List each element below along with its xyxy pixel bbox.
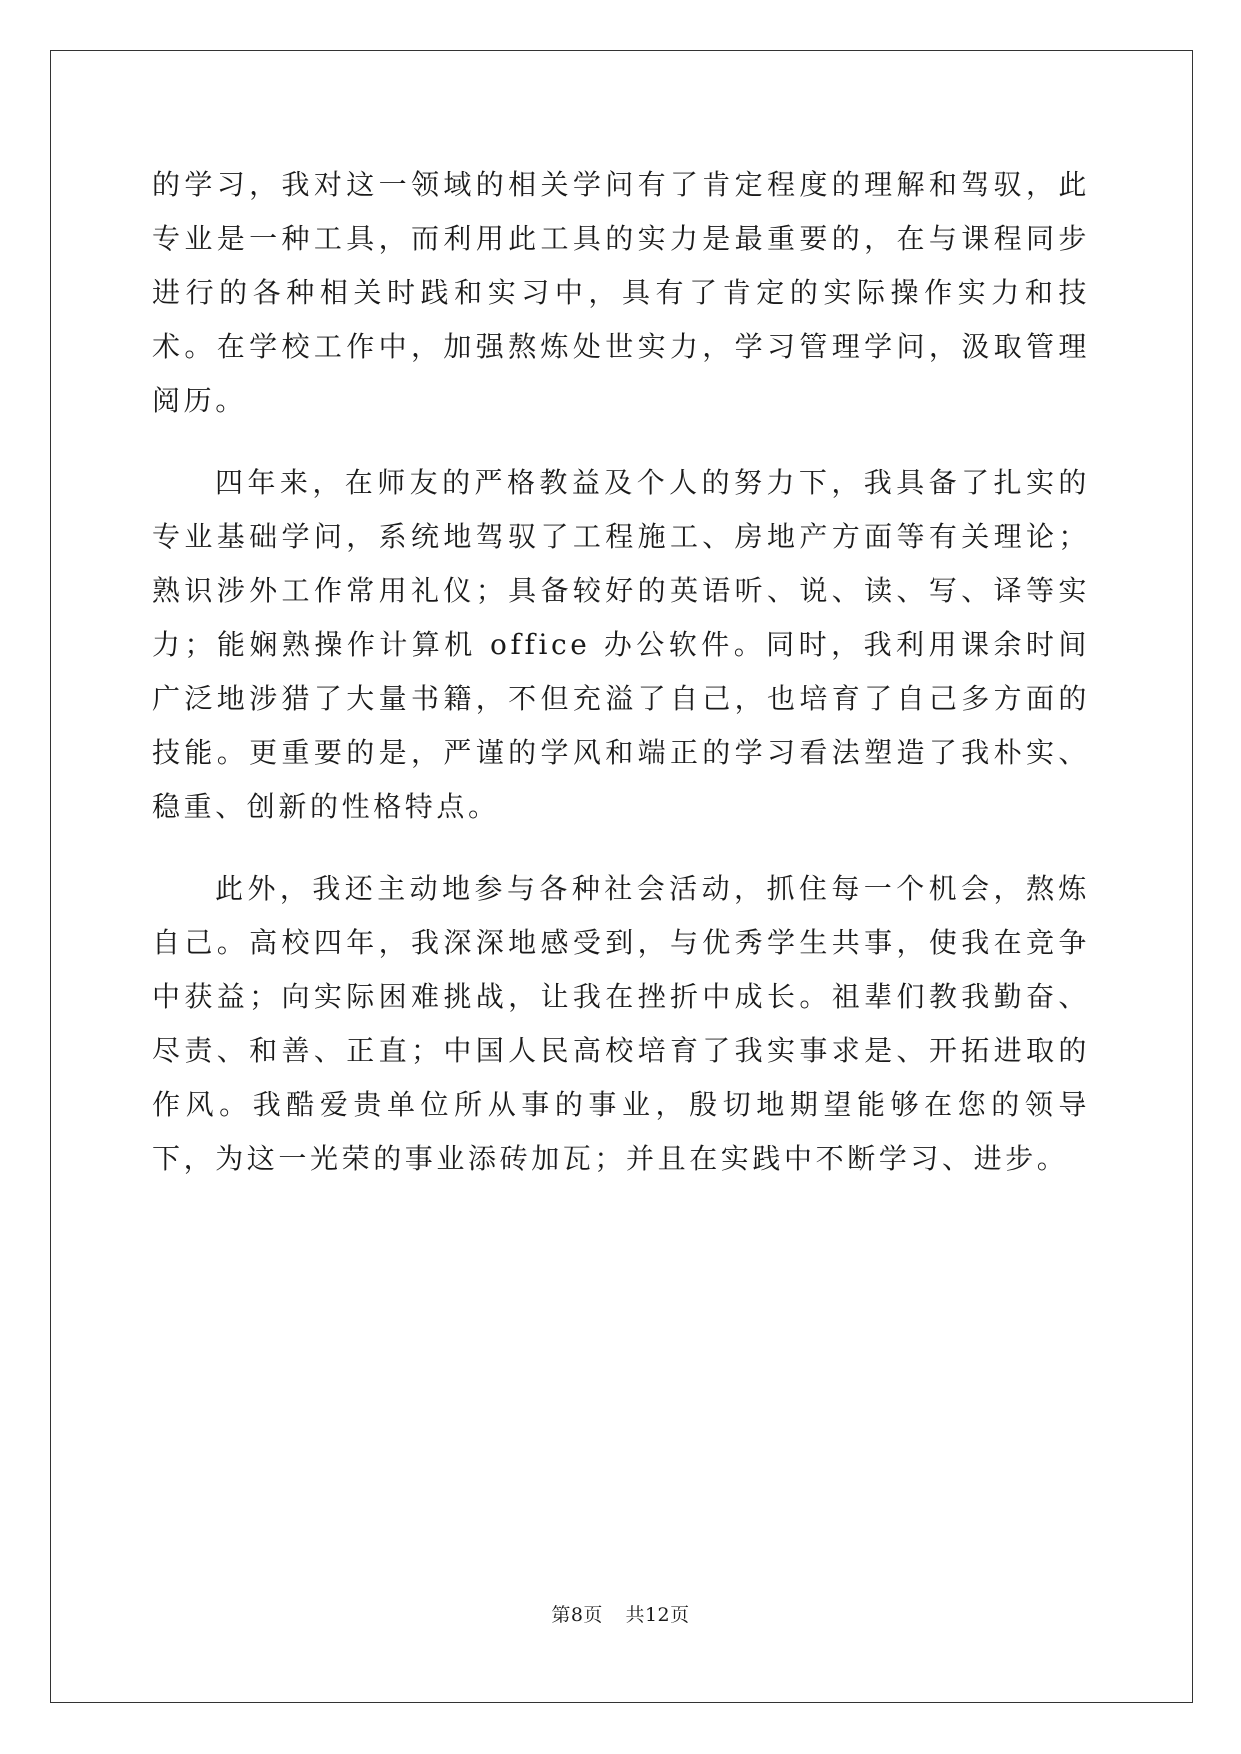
page-total: 共12页: [625, 1604, 690, 1626]
paragraph-3: 此外，我还主动地参与各种社会活动，抓住每一个机会，熬炼自己。高校四年，我深深地感受到，与优秀学生共事，使我在竞争中获益；向实际困难挑战，让我在挫折中成长。祖辈们教我勤奋、尽责、和善、正直；中国人民高校培育了我实事求是、开拓进取的作风。我酷爱贵单位所从事的事业，殷切地期望能够在您的领导下，为这一光荣的事业添砖加瓦；并且在实践中不断学习、进步。: [152, 872, 1090, 1175]
document-body: [152, 158, 1090, 1214]
paragraph-2: 四年来，在师友的严格教益及个人的努力下，我具备了扎实的专业基础学问，系统地驾驭了工程施工、房地产方面等有关理论；熟识涉外工作常用礼仪；具备较好的英语听、说、读、写、译等实力；能娴熟操作计算机 office 办公软件。同时，我利用课余时间广泛地涉猎了大量书籍，不但充溢了自己，也培育了自己多方面的技能。更重要的是，严谨的学风和端正的学习看法塑造了我朴实、稳重、创新的性格特点。: [152, 466, 1090, 823]
page-number: 第8页: [551, 1604, 603, 1626]
page-footer: [0, 1600, 1241, 1627]
paragraph-1: 的学习，我对这一领域的相关学问有了肯定程度的理解和驾驭，此专业是一种工具，而利用此工具的实力是最重要的，在与课程同步进行的各种相关时践和实习中，具有了肯定的实际操作实力和技术。在学校工作中，加强熬炼处世实力，学习管理学问，汲取管理阅历。: [152, 168, 1090, 417]
